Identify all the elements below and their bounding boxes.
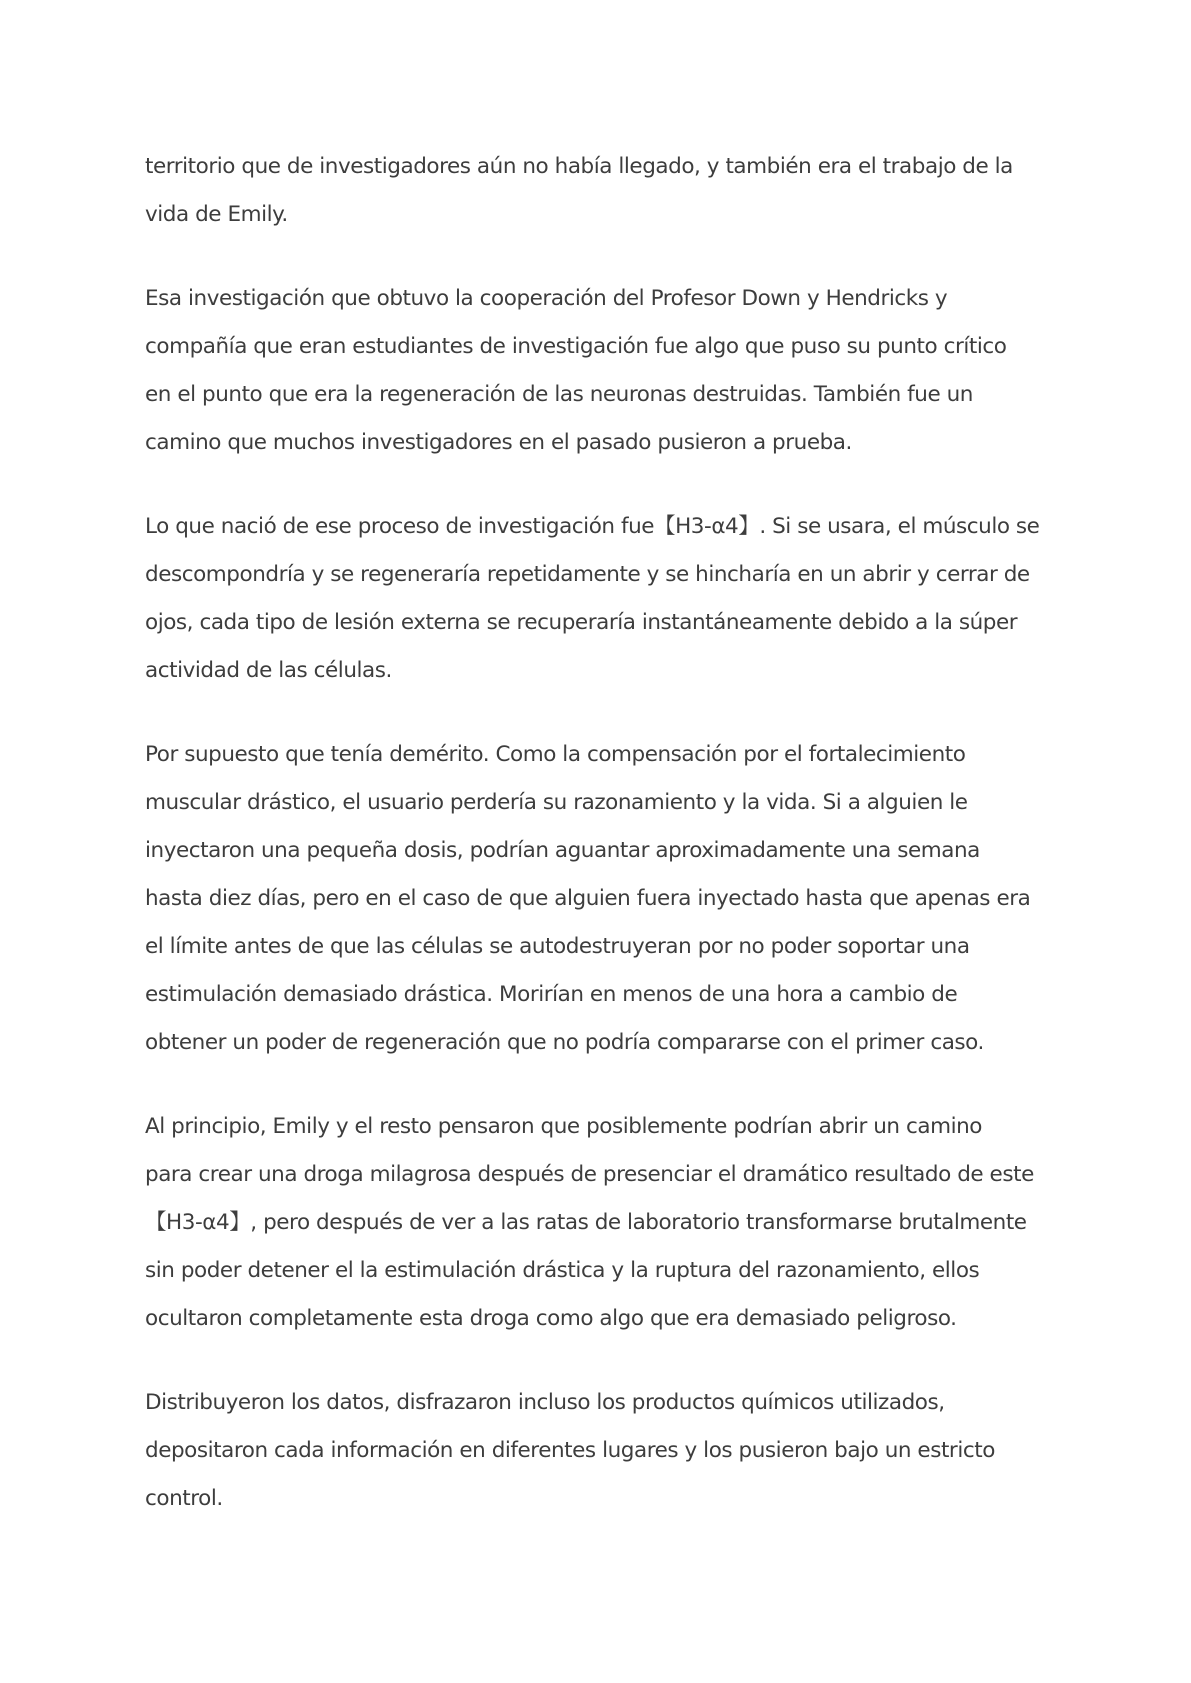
document-body: [145, 143, 1065, 1559]
paragraph: Esa investigación que obtuvo la cooperación del Profesor Down y Hendricks y compañía que eran estudiantes de investigación fue algo que puso su punto crítico en el punto que era la regeneración de las neuronas destruidas. También fue un camino que muchos investigadores en el pasado pusieron a prueba.: [145, 286, 1007, 455]
paragraph: territorio que de investigadores aún no había llegado, y también era el trabajo de la vida de Emily.: [145, 154, 1013, 227]
paragraph: Lo que nació de ese proceso de investigación fue【H3-α4】. Si se usara, el músculo se descompondría y se regeneraría repetidamente y se hincharía en un abrir y cerrar de ojos, cada tipo de lesión externa se recuperaría instantáneamente debido a la súper actividad de las células.: [145, 514, 1040, 683]
paragraph: Por supuesto que tenía demérito. Como la compensación por el fortalecimiento muscular drástico, el usuario perdería su razonamiento y la vida. Si a alguien le inyectaron una pequeña dosis, podrían aguantar aproximadamente una semana hasta diez días, pero en el caso de que alguien fuera inyectado hasta que apenas era el límite antes de que las células se autodestruyeran por no poder soportar una estimulación demasiado drástica. Morirían en menos de una hora a cambio de obtener un poder de regeneración que no podría compararse con el primer caso.: [145, 742, 1031, 1055]
paragraph: Al principio, Emily y el resto pensaron que posiblemente podrían abrir un camino para crear una droga milagrosa después de presenciar el dramático resultado de este 【H3-α4】, pero después de ver a las ratas de laboratorio transformarse brutalmente sin poder detener el la estimulación drástica y la ruptura del razonamiento, ellos ocultaron completamente esta droga como algo que era demasiado peligroso.: [145, 1114, 1034, 1331]
paragraph: Distribuyeron los datos, disfrazaron incluso los productos químicos utilizados, depositaron cada información en diferentes lugares y los pusieron bajo un estricto control.: [145, 1390, 995, 1511]
